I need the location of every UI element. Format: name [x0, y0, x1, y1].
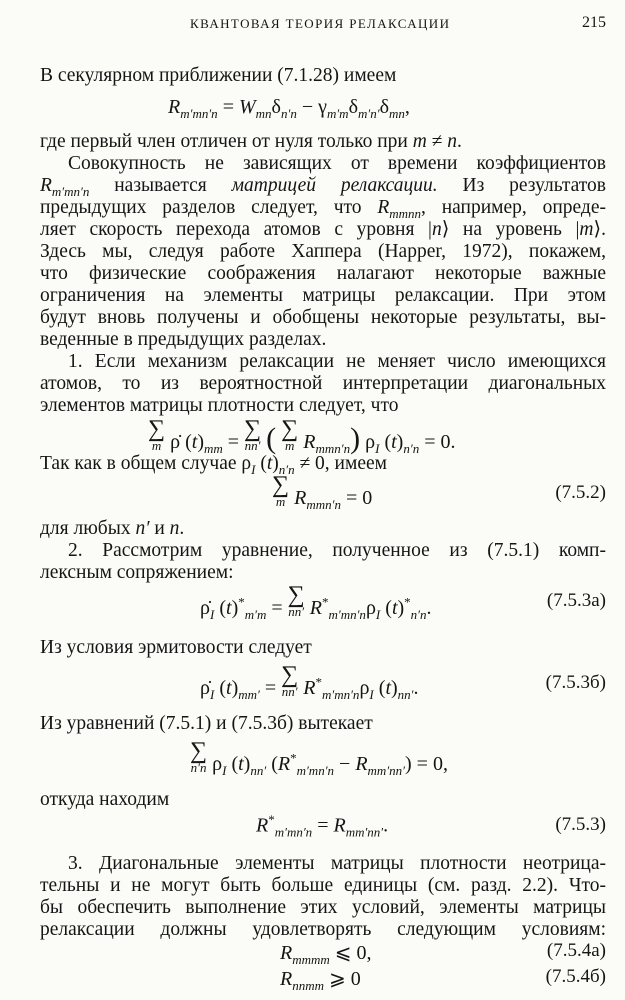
equation: $R_{m'mn'n} = W_{mn}\delta_{n'n} - \gamma_{m'm}\delta_{m'n'}\delta_{mn}$,: [168, 96, 410, 121]
header-title: КВАНТОВАЯ ТЕОРИЯ РЕЛАКСАЦИИ: [190, 16, 451, 31]
text-line: Из уравнений (7.5.1) и (7.5.3б) вытекает: [40, 713, 373, 734]
equation: $R_{mmmm}$ ⩽ 0,: [280, 942, 372, 967]
text-line: 2. Рассмотрим уравнение, полученное из (7.5.1) комп-: [68, 540, 606, 561]
text-line: будут вновь получены и обобщены некоторые результаты, вы-: [40, 307, 606, 328]
text-line: ограничения на элементы матрицы релаксации. При этом: [40, 285, 606, 306]
text-line: предыдущих разделов следует, что $R_{mmnn}$, например, опреде-: [40, 197, 606, 221]
text-line: элементов матрицы плотности следует, что: [40, 395, 399, 416]
text-line: для любых n′ и n.: [40, 518, 185, 539]
text-line: Из условия эрмитовости следует: [40, 637, 312, 658]
running-header: [40, 14, 606, 38]
text-line: где первый член отличен от нуля только при m ≠ n.: [40, 131, 462, 152]
text-line: Здесь мы, следуя работе Хаппера (Happer, 1972), покажем,: [40, 241, 606, 262]
text-line: тельны и не могут быть больше единицы (см. разд. 2.2). Что-: [40, 875, 606, 896]
equation: $R_{nnmm}$ ⩾ 0: [280, 968, 361, 993]
page-number: 215: [582, 14, 606, 31]
equation-number: (7.5.3a): [546, 590, 606, 611]
text-line: веденные в предыдущих разделах.: [40, 329, 327, 350]
equation: ∑ n′n $\rho_I$ $(t)_{nn'}$ $(R^*_{m'mn'n} - R_{mm'nn'}) = 0$,: [190, 738, 448, 778]
equation: ∑ m ρ̇ $(t)_{mm}$ = ∑ nn′ ( ∑ m $R_{mmn'n}$) $\rho_I$ $(t)_{n'n} = 0$.: [148, 416, 456, 456]
equation-number: (7.5.4б): [545, 966, 606, 987]
equation-number: (7.5.4a): [546, 940, 606, 961]
text-line: В секулярном приближении (7.1.28) имеем: [40, 65, 397, 86]
text-line: что физические соображения налагают некоторые важные: [40, 263, 606, 284]
text-line: релаксации должны удовлетворять следующим условиям:: [40, 919, 606, 940]
text-line: Так как в общем случае $\rho_I$ $(t)_{n'n} \ne 0$, имеем: [40, 453, 387, 477]
equation: $\rhȯ_I$ $(t)_{mm'}$ = ∑ nn′ $R^*_{m'mn'n}\rho_I$ $(t)_{nn'}$.: [200, 662, 419, 702]
equation-number: (7.5.3): [555, 814, 606, 835]
equation-number: (7.5.3б): [545, 672, 606, 693]
text-line: $R_{m'mn'n}$ называется матрицей релаксации. Из результатов: [40, 175, 606, 199]
equation: ∑ m $R_{mmn'n} = 0$: [272, 472, 373, 512]
equation: $\rhȯ_I$ $(t)^*_{m'm}$ = ∑ nn′ $R^*_{m'mn'n}\rho_I$ $(t)^*_{n'n}$.: [200, 582, 432, 622]
text-line: Совокупность не зависящих от времени коэффициентов: [68, 153, 606, 174]
equation: $R^*_{m'mn'n} = R_{mm'nn'}$.: [256, 812, 389, 840]
text-line: откуда находим: [40, 789, 170, 810]
text-line: атомов, то из вероятностной интерпретации диагональных: [40, 373, 606, 394]
text-line: 3. Диагональные элементы матрицы плотности неотрица-: [68, 853, 606, 874]
page: [40, 0, 606, 1000]
text-line: ляет скорость перехода атомов с уровня |n⟩ на уровень |m⟩.: [40, 219, 606, 240]
text-line: лексным сопряжением:: [40, 562, 234, 583]
text-line: 1. Если механизм релаксации не меняет число имеющихся: [68, 351, 606, 372]
text-line: бы обеспечить выполнение этих условий, элементы матрицы: [40, 897, 606, 918]
equation-number: (7.5.2): [555, 482, 606, 503]
